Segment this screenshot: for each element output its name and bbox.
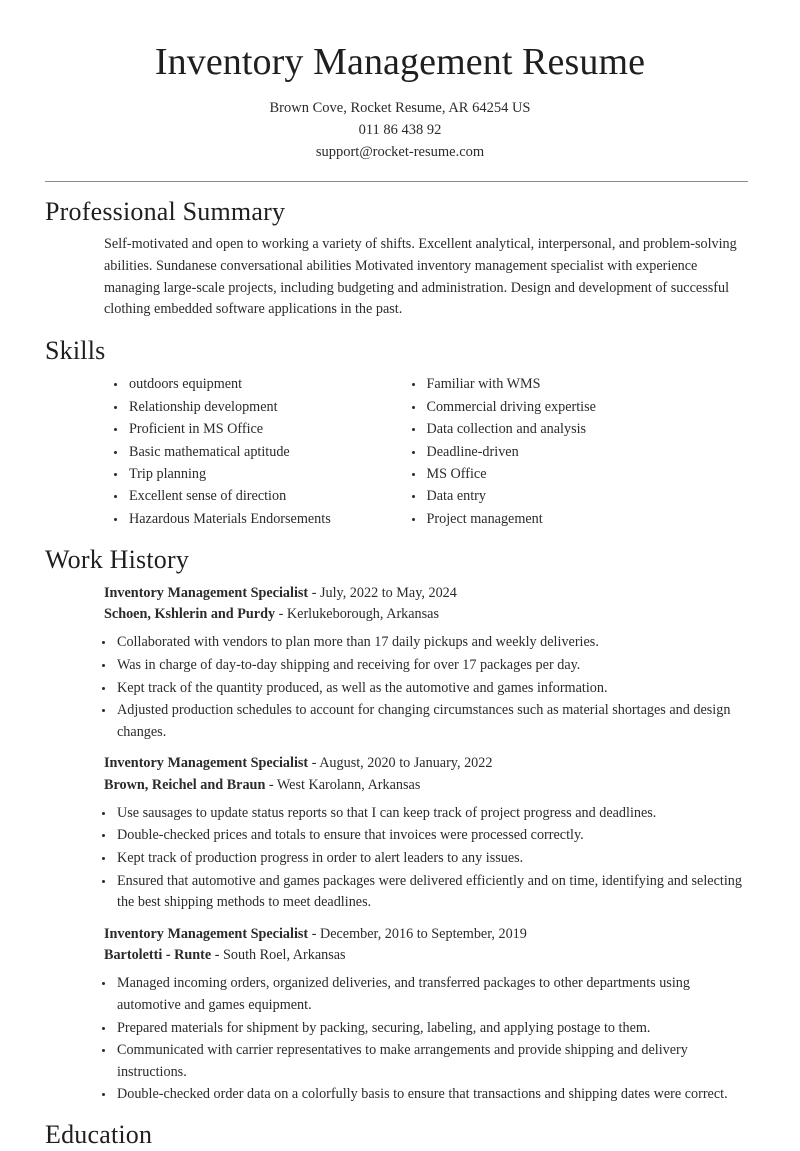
contact-phone: 011 86 438 92 — [358, 121, 442, 138]
job-title-line — [104, 583, 748, 604]
list-item: • Double-checked order data on a colorfully basis to ensure that transactions and shipping dates were correct. — [115, 1084, 748, 1106]
list-item: • Use sausages to update status reports so that I can keep track of project progress and deadlines. — [115, 803, 748, 825]
job-location: Kerlukeborough, Arkansas — [286, 606, 439, 623]
work-history-entry — [45, 753, 748, 913]
list-item: • Managed incoming orders, organized deliveries, and transferred packages to other departments using automotive and games equipment. — [115, 973, 748, 1016]
section-heading-skills: Skills — [45, 335, 106, 365]
list-item: • Commercial driving expertise — [425, 396, 749, 418]
list-item: • Collaborated with vendors to plan more than 17 daily pickups and weekly deliveries. — [115, 632, 748, 654]
list-item: • Ensured that automotive and games packages were delivered efficiently and on time, identifying and selecting the best shipping methods to meet deadlines. — [115, 871, 748, 914]
job-location: South Roel, Arkansas — [223, 947, 346, 964]
job-title-line — [104, 753, 748, 774]
list-item: • Communicated with carrier representatives to make arrangements and provide shipping and delivery instructions. — [115, 1040, 748, 1083]
header-divider — [45, 181, 748, 182]
list-item: • Was in charge of day-to-day shipping and receiving for over 17 packages per day. — [115, 655, 748, 677]
job-dates: August, 2020 to January, 2022 — [319, 755, 493, 772]
skills-list-left — [127, 373, 397, 530]
list-item: • Kept track of production progress in order to alert leaders to any issues. — [115, 848, 748, 870]
job-bullet-list — [115, 973, 748, 1105]
section-work-history — [0, 544, 800, 1106]
page-title: Inventory Management Resume — [154, 41, 646, 83]
list-item: • MS Office — [425, 463, 749, 485]
section-professional-summary — [0, 196, 800, 321]
list-item: • Kept track of the quantity produced, as well as the automotive and games information. — [115, 678, 748, 700]
section-heading-work-history: Work History — [45, 545, 190, 575]
job-separator: - — [265, 776, 277, 793]
skills-column-right — [397, 373, 749, 530]
work-history-entry — [45, 583, 748, 743]
list-item: • Excellent sense of direction — [127, 485, 397, 507]
job-separator: - — [211, 947, 223, 964]
list-item: • Relationship development — [127, 396, 397, 418]
job-company: Bartoletti - Runte — [104, 947, 212, 964]
list-item: • Deadline-driven — [425, 441, 749, 463]
job-company-line — [104, 945, 748, 966]
list-item: • Hazardous Materials Endorsements — [127, 508, 397, 530]
list-item: • Project management — [425, 508, 749, 530]
contact-address: Brown Cove, Rocket Resume, AR 64254 US — [269, 99, 531, 116]
professional-summary-text: Self-motivated and open to working a variety of shifts. Excellent analytical, interpersonal, and problem-solving abilities. Sundanese conversational abilities Motivated inventory management specialist with experience managing large-scale projects, including budgeting and administration. Design and development of successful clothing embedded software applications in the past. — [104, 236, 737, 318]
job-bullet-list — [115, 803, 748, 914]
job-title: Inventory Management Specialist — [104, 755, 309, 772]
job-location: West Karolann, Arkansas — [276, 776, 421, 793]
list-item: • Data entry — [425, 485, 749, 507]
job-company: Schoen, Kshlerin and Purdy — [104, 606, 276, 623]
list-item: • Prepared materials for shipment by packing, securing, labeling, and applying postage to them. — [115, 1018, 748, 1040]
work-history-entry — [45, 924, 748, 1106]
list-item: • Trip planning — [127, 463, 397, 485]
list-item: • outdoors equipment — [127, 373, 397, 395]
contact-email: support@rocket-resume.com — [315, 143, 485, 160]
job-title: Inventory Management Specialist — [104, 925, 309, 942]
job-separator: - — [308, 925, 320, 942]
job-bullet-list — [115, 632, 748, 743]
job-separator: - — [308, 584, 320, 601]
contact-block — [0, 97, 800, 163]
job-separator: - — [308, 755, 320, 772]
job-title-line — [104, 924, 748, 945]
skills-column-left — [45, 373, 397, 530]
job-dates: December, 2016 to September, 2019 — [319, 925, 527, 942]
list-item: • Adjusted production schedules to account for changing circumstances such as material shortages and design changes. — [115, 700, 748, 743]
list-item: • Data collection and analysis — [425, 418, 749, 440]
section-skills — [0, 335, 800, 531]
list-item: • Basic mathematical aptitude — [127, 441, 397, 463]
job-title: Inventory Management Specialist — [104, 584, 309, 601]
section-heading-education: Education — [45, 1119, 153, 1149]
job-separator: - — [275, 606, 287, 623]
job-company: Brown, Reichel and Braun — [104, 776, 266, 793]
list-item: • Double-checked prices and totals to ensure that invoices were processed correctly. — [115, 825, 748, 847]
section-education — [0, 1119, 800, 1151]
job-dates: July, 2022 to May, 2024 — [319, 584, 457, 601]
section-heading-professional-summary: Professional Summary — [45, 196, 286, 226]
list-item: • Familiar with WMS — [425, 373, 749, 395]
skills-list-right — [425, 373, 749, 530]
job-company-line — [104, 775, 748, 796]
list-item: • Proficient in MS Office — [127, 418, 397, 440]
job-company-line — [104, 604, 748, 625]
skills-columns — [45, 373, 748, 530]
